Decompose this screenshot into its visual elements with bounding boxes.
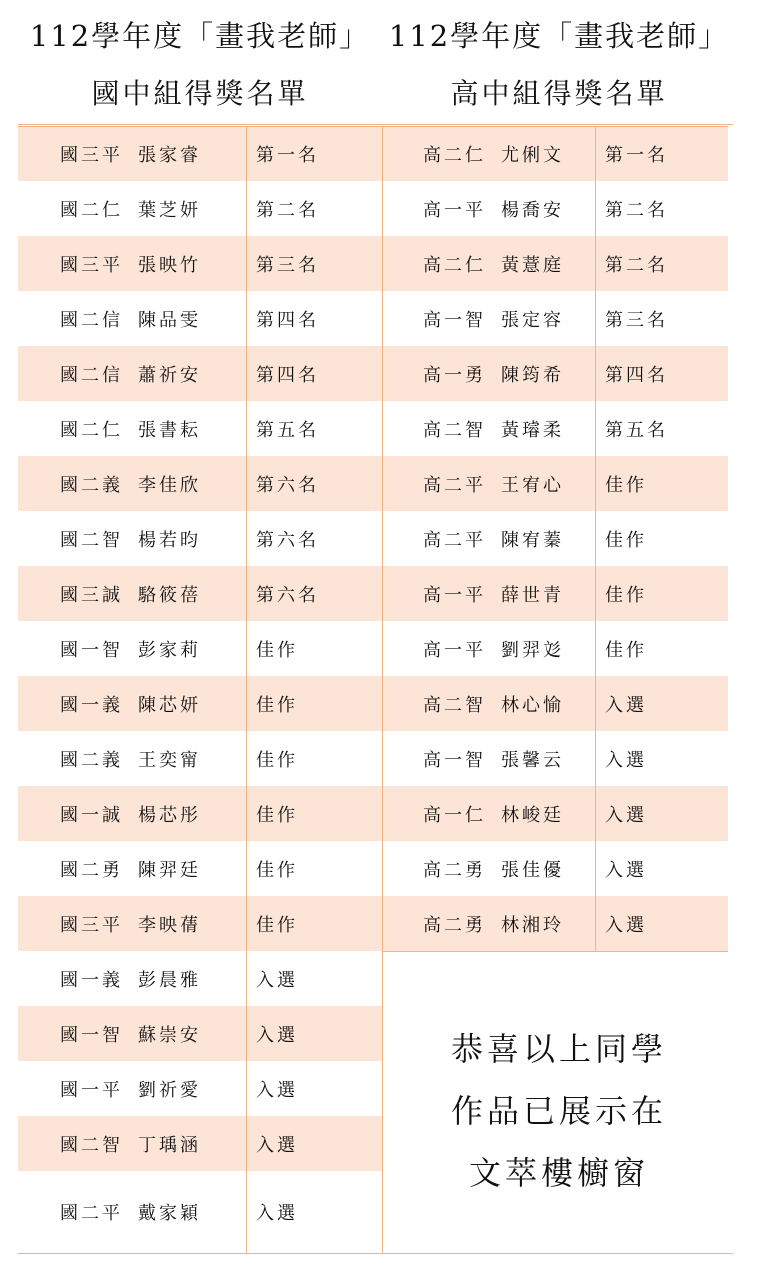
table-row — [383, 676, 728, 731]
award-place: 第四名 — [256, 364, 319, 386]
class-label: 國二義 — [60, 749, 123, 771]
row-divider — [383, 951, 728, 952]
award-place: 入選 — [605, 859, 647, 881]
class-label: 高二智 — [423, 694, 486, 716]
student-name: 張家睿 — [138, 144, 201, 166]
class-label: 高二仁 — [423, 254, 486, 276]
class-label: 國一義 — [60, 694, 123, 716]
class-label: 國二勇 — [60, 859, 123, 881]
table-row — [18, 181, 382, 236]
student-name: 楊喬安 — [501, 199, 564, 221]
table-row — [383, 731, 728, 786]
congratulation-note — [384, 1018, 734, 1204]
award-place: 第五名 — [605, 419, 668, 441]
student-name: 薛世青 — [501, 584, 564, 606]
student-cell — [423, 856, 564, 882]
table-row — [383, 181, 728, 236]
award-place: 第二名 — [256, 199, 319, 221]
student-cell — [423, 196, 564, 222]
student-cell — [60, 911, 201, 937]
class-label: 高一平 — [423, 199, 486, 221]
table-row — [18, 291, 382, 346]
class-label: 高一智 — [423, 309, 486, 331]
class-label: 國二智 — [60, 1134, 123, 1156]
student-cell — [423, 636, 564, 662]
award-place: 佳作 — [605, 474, 647, 496]
student-name: 陳筠希 — [501, 364, 564, 386]
student-name: 劉羿彣 — [501, 639, 564, 661]
table-row — [18, 346, 382, 401]
student-cell — [60, 471, 201, 497]
student-cell — [423, 471, 564, 497]
award-place: 第六名 — [256, 474, 319, 496]
student-name: 戴家穎 — [138, 1203, 201, 1224]
student-cell — [423, 801, 564, 827]
student-cell — [423, 251, 564, 277]
class-label: 高一仁 — [423, 804, 486, 826]
note-line-1: 恭喜以上同學 — [450, 1030, 667, 1068]
class-label: 國二信 — [60, 309, 123, 331]
senior-subtitle: 高中組得獎名單 — [450, 77, 668, 110]
student-name: 楊芯彤 — [138, 804, 201, 826]
student-cell — [423, 526, 564, 552]
table-row — [383, 126, 728, 181]
award-place: 佳作 — [605, 529, 647, 551]
award-place: 第三名 — [605, 309, 668, 331]
table-row — [18, 786, 382, 841]
award-place: 佳作 — [256, 859, 298, 881]
student-name: 楊若昀 — [138, 529, 201, 551]
student-name: 張書耘 — [138, 419, 201, 441]
student-name: 陳芯妍 — [138, 694, 201, 716]
student-cell — [423, 361, 564, 387]
student-cell — [60, 141, 201, 167]
student-name: 林心愉 — [501, 694, 564, 716]
award-place: 第一名 — [605, 144, 668, 166]
class-label: 國一誠 — [60, 804, 123, 826]
student-cell — [60, 526, 201, 552]
student-cell — [60, 306, 201, 332]
award-place: 入選 — [256, 1024, 298, 1046]
award-place: 佳作 — [256, 639, 298, 661]
student-name: 張馨云 — [501, 749, 564, 771]
student-cell — [60, 801, 201, 827]
table-row — [383, 236, 728, 291]
student-cell — [423, 746, 564, 772]
student-cell — [423, 581, 564, 607]
student-cell — [423, 911, 564, 937]
table-row — [18, 951, 382, 1006]
table-row — [18, 511, 382, 566]
class-label: 國一平 — [60, 1079, 123, 1101]
student-cell — [60, 251, 201, 277]
table-row — [18, 456, 382, 511]
table-row — [383, 346, 728, 401]
table-row — [383, 896, 728, 951]
table-row — [383, 621, 728, 676]
student-cell — [60, 1021, 201, 1047]
student-name: 蕭祈安 — [138, 364, 201, 386]
class-label: 高一平 — [423, 584, 486, 606]
table-row — [18, 1006, 382, 1061]
student-name: 葉芝妍 — [138, 199, 201, 221]
table-top-border — [18, 126, 382, 127]
award-place: 入選 — [256, 1134, 298, 1156]
student-cell — [60, 581, 201, 607]
header-underline — [18, 124, 733, 125]
class-label: 高一勇 — [423, 364, 486, 386]
student-name: 張定容 — [501, 309, 564, 331]
student-name: 尤俐文 — [501, 144, 564, 166]
student-name: 彭晨雅 — [138, 969, 201, 991]
award-place: 入選 — [605, 749, 647, 771]
senior-column-divider — [595, 126, 596, 951]
award-place: 第二名 — [605, 199, 668, 221]
table-row — [383, 401, 728, 456]
student-cell — [423, 306, 564, 332]
student-cell — [60, 196, 201, 222]
student-cell — [60, 966, 201, 992]
class-label: 國二信 — [60, 364, 123, 386]
student-cell — [60, 636, 201, 662]
table-row — [18, 1171, 382, 1253]
student-name: 王宥心 — [501, 474, 564, 496]
student-cell — [60, 1131, 201, 1157]
class-label: 國三誠 — [60, 584, 123, 606]
award-place: 第六名 — [256, 584, 319, 606]
class-label: 高二平 — [423, 474, 486, 496]
table-row — [18, 621, 382, 676]
award-place: 入選 — [605, 914, 647, 936]
table-row — [383, 456, 728, 511]
class-label: 國一智 — [60, 1024, 123, 1046]
junior-subtitle: 國中組得獎名單 — [91, 77, 309, 110]
award-place: 入選 — [605, 694, 647, 716]
table-row — [18, 1061, 382, 1116]
class-label: 高二勇 — [423, 859, 486, 881]
table-row — [18, 566, 382, 621]
class-label: 高二勇 — [423, 914, 486, 936]
class-label: 國二義 — [60, 474, 123, 496]
student-name: 丁瑀涵 — [138, 1134, 201, 1156]
student-name: 黃薏庭 — [501, 254, 564, 276]
class-label: 國一智 — [60, 639, 123, 661]
award-place: 佳作 — [605, 639, 647, 661]
student-cell — [60, 1076, 201, 1102]
note-line-3: 文萃樓櫥窗 — [468, 1154, 649, 1192]
student-name: 黃璿柔 — [501, 419, 564, 441]
student-name: 蘇崇安 — [138, 1024, 201, 1046]
table-row — [383, 511, 728, 566]
table-row — [18, 236, 382, 291]
table-row — [383, 291, 728, 346]
award-place: 入選 — [256, 969, 298, 991]
student-cell — [60, 416, 201, 442]
student-cell — [60, 361, 201, 387]
class-label: 高二平 — [423, 529, 486, 551]
student-cell — [60, 746, 201, 772]
award-place: 第一名 — [256, 144, 319, 166]
junior-header — [18, 16, 382, 114]
table-bottom-border — [18, 1253, 733, 1254]
award-place: 入選 — [256, 1079, 298, 1101]
junior-title: 112學年度「畫我老師」 — [29, 19, 371, 53]
table-row — [18, 896, 382, 951]
student-name: 林峻廷 — [501, 804, 564, 826]
class-label: 高一平 — [423, 639, 486, 661]
class-label: 國一義 — [60, 969, 123, 991]
student-name: 劉祈愛 — [138, 1079, 201, 1101]
senior-header — [384, 16, 734, 114]
award-place: 佳作 — [256, 749, 298, 771]
class-label: 高二仁 — [423, 144, 486, 166]
class-label: 高二智 — [423, 419, 486, 441]
student-name: 彭家莉 — [138, 639, 201, 661]
student-cell — [423, 691, 564, 717]
class-label: 國三平 — [60, 914, 123, 936]
award-place: 入選 — [605, 804, 647, 826]
award-place: 第五名 — [256, 419, 319, 441]
table-top-border — [383, 126, 728, 127]
student-name: 陳品雯 — [138, 309, 201, 331]
student-cell — [60, 1199, 201, 1225]
student-cell — [423, 416, 564, 442]
award-place: 第六名 — [256, 529, 319, 551]
student-name: 林湘玲 — [501, 914, 564, 936]
award-place: 佳作 — [256, 914, 298, 936]
student-name: 王奕甯 — [138, 749, 201, 771]
award-place: 第四名 — [605, 364, 668, 386]
table-row — [383, 841, 728, 896]
senior-title: 112學年度「畫我老師」 — [388, 19, 730, 53]
table-row — [18, 126, 382, 181]
student-name: 張佳優 — [501, 859, 564, 881]
class-label: 國三平 — [60, 254, 123, 276]
table-row — [18, 401, 382, 456]
award-place: 佳作 — [256, 694, 298, 716]
class-label: 國三平 — [60, 144, 123, 166]
table-row — [383, 786, 728, 841]
table-row — [18, 731, 382, 786]
student-name: 陳羿廷 — [138, 859, 201, 881]
class-label: 國二仁 — [60, 419, 123, 441]
note-line-2: 作品已展示在 — [450, 1092, 667, 1130]
student-name: 張映竹 — [138, 254, 201, 276]
class-label: 國二智 — [60, 529, 123, 551]
award-place: 入選 — [256, 1203, 298, 1224]
table-row — [18, 841, 382, 896]
student-name: 駱筱蓓 — [138, 584, 201, 606]
class-label: 國二平 — [60, 1203, 123, 1224]
award-place: 第四名 — [256, 309, 319, 331]
table-row — [383, 566, 728, 621]
junior-column-divider — [246, 126, 247, 1253]
class-label: 國二仁 — [60, 199, 123, 221]
student-name: 李映蒨 — [138, 914, 201, 936]
student-cell — [60, 691, 201, 717]
student-name: 陳宥蓁 — [501, 529, 564, 551]
class-label: 高一智 — [423, 749, 486, 771]
student-name: 李佳欣 — [138, 474, 201, 496]
award-place: 佳作 — [256, 804, 298, 826]
award-place: 佳作 — [605, 584, 647, 606]
student-cell — [423, 141, 564, 167]
award-place: 第二名 — [605, 254, 668, 276]
table-row — [18, 676, 382, 731]
table-center-divider — [382, 126, 383, 1253]
student-cell — [60, 856, 201, 882]
award-place: 第三名 — [256, 254, 319, 276]
table-row — [18, 1116, 382, 1171]
